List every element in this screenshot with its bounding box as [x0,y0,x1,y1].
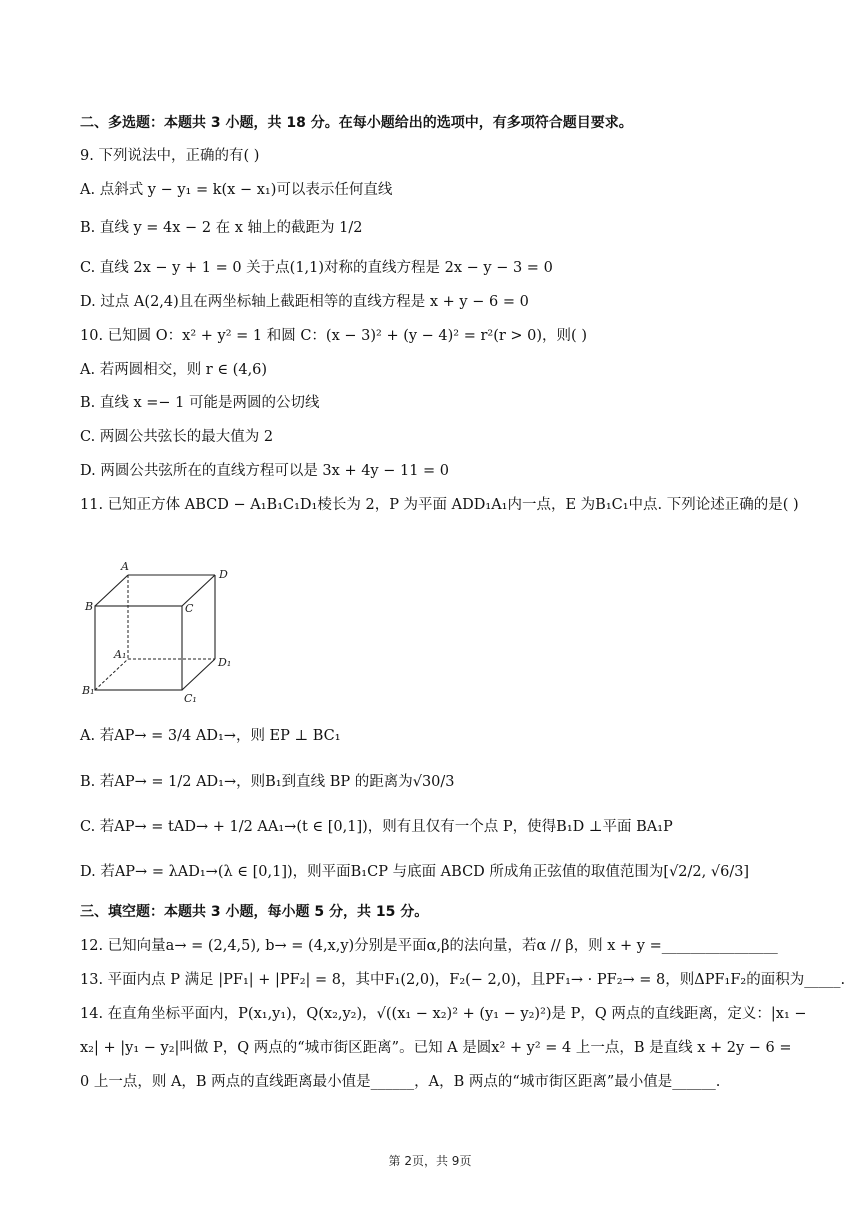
vertex-label-a1: A₁ [114,648,127,661]
q10-option-a: A. 若两圆相交，则 r ∈ (4,6) [80,362,268,378]
edge-b1-a1-hidden [95,659,128,690]
q9-option-b: B. 直线 y = 4x − 2 在 x 轴上的截距为 1/2 [80,220,363,236]
vertex-label-d1: D₁ [218,656,232,669]
q10-option-d: D. 两圆公共弦所在的直线方程可以是 3x + 4y − 11 = 0 [80,463,450,479]
q9-option-d: D. 过点 A(2,4)且在两坐标轴上截距相等的直线方程是 x + y − 6 = 0 [80,294,529,310]
q13-text: 13. 平面内点 P 满足 |PF₁| + |PF₂| = 8，其中F₁(2,0)，F₂(− 2,0)，且PF₁→ · PF₂→ = 8，则ΔPF₁F₂的面积为_____. [80,972,846,988]
vertex-label-a: A [121,560,129,573]
section-2-heading: 二、多选题：本题共 3 小题，共 18 分。在每小题给出的选项中，有多项符合题目要求。 [80,115,633,131]
q14-line-3: 0 上一点，则 A，B 两点的直线距离最小值是______，A，B 两点的“城市街区距离”最小值是______. [80,1074,721,1090]
q14-line-1: 14. 在直角坐标平面内，P(x₁,y₁)，Q(x₂,y₂)，√((x₁ − x₂)² + (y₁ − y₂)²)是 P，Q 两点的直线距离，定义：|x₁ − [80,1006,807,1022]
q14-line-2: x₂| + |y₁ − y₂|叫做 P，Q 两点的“城市街区距离”。已知 A 是圆x² + y² = 4 上一点，B 是直线 x + 2y − 6 = [80,1040,792,1056]
q10-option-c: C. 两圆公共弦长的最大值为 2 [80,429,274,445]
cube-figure [78,558,248,708]
q9-option-a: A. 点斜式 y − y₁ = k(x − x₁)可以表示任何直线 [80,182,393,198]
q12-text: 12. 已知向量a→ = (2,4,5), b→ = (4,x,y)分别是平面α,β的法向量，若α // β，则 x + y =________________ [80,938,778,954]
vertex-label-b1: B₁ [82,684,95,697]
vertex-label-b: B [85,600,94,613]
q9-stem: 9. 下列说法中，正确的有( ) [80,148,260,164]
vertex-label-d: D [219,568,228,581]
q11-option-a: A. 若AP→ = 3/4 AD₁→，则 EP ⊥ BC₁ [80,728,341,744]
q10-stem: 10. 已知圆 O：x² + y² = 1 和圆 C：(x − 3)² + (y − 4)² = r²(r > 0)，则( ) [80,328,587,344]
page-footer: 第 2页，共 9页 [388,1154,472,1168]
vertex-label-c: C [185,602,194,615]
q9-option-c: C. 直线 2x − y + 1 = 0 关于点(1,1)对称的直线方程是 2x − y − 3 = 0 [80,260,553,276]
q11-option-d: D. 若AP→ = λAD₁→(λ ∈ [0,1])，则平面B₁CP 与底面 ABCD 所成角正弦值的取值范围为[√2/2, √6/3] [80,864,750,880]
edge-b-a [95,575,128,606]
front-face [95,606,182,690]
section-3-heading: 三、填空题：本题共 3 小题，每小题 5 分，共 15 分。 [80,904,429,920]
q11-option-b: B. 若AP→ = 1/2 AD₁→，则B₁到直线 BP 的距离为√30/3 [80,774,455,790]
vertex-label-c1: C₁ [184,692,197,705]
q11-stem: 11. 已知正方体 ABCD − A₁B₁C₁D₁棱长为 2，P 为平面 ADD₁A₁内一点，E 为B₁C₁中点. 下列论述正确的是( ) [80,497,799,513]
q10-option-b: B. 直线 x =− 1 可能是两圆的公切线 [80,395,320,411]
q11-option-c: C. 若AP→ = tAD→ + 1/2 AA₁→(t ∈ [0,1])，则有且仅有一个点 P，使得B₁D ⊥平面 BA₁P [80,819,673,835]
edge-c1-d1 [182,659,215,690]
